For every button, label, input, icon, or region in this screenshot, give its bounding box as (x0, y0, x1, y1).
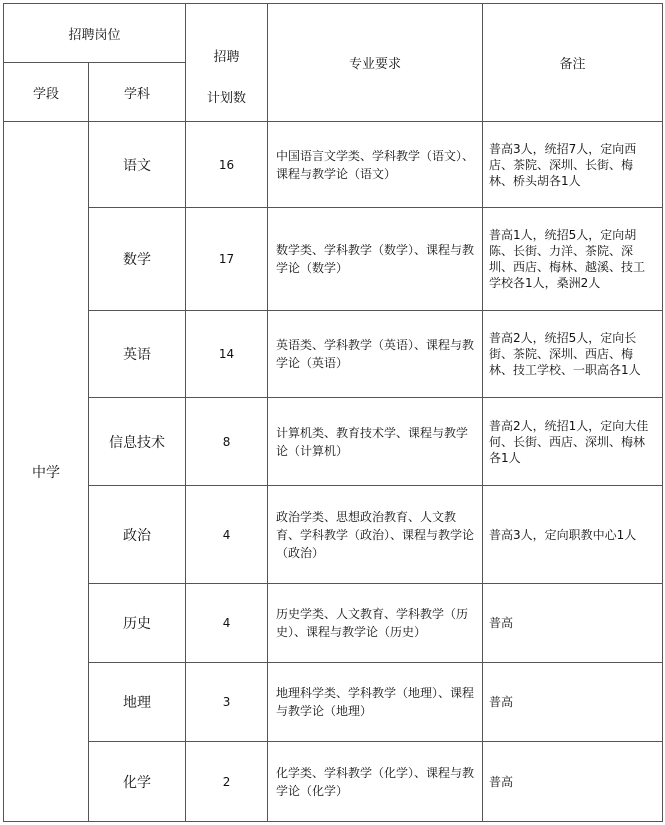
note-cell: 普高 (483, 663, 663, 742)
table-row (4, 208, 663, 311)
position-header: 招聘岗位 (4, 4, 186, 63)
table-row (4, 486, 663, 584)
note-cell: 普高3人，定向职教中心1人 (483, 486, 663, 584)
table-row (4, 742, 663, 822)
count-header (186, 4, 268, 122)
count-cell: 8 (186, 398, 268, 486)
note-cell: 普高1人，统招5人，定向胡陈、长街、力洋、茶院、深圳、西店、梅林、越溪、技工学校各1人，桑洲2人 (483, 208, 663, 311)
stage-cell: 中学 (4, 122, 89, 822)
major-cell: 英语类、学科教学（英语）、课程与教学论（英语） (268, 311, 483, 398)
major-cell: 数学类、学科教学（数学）、课程与教学论（数学） (268, 208, 483, 311)
note-cell: 普高3人，统招7人，定向西店、茶院、深圳、长街、梅林、桥头胡各1人 (483, 122, 663, 208)
note-cell: 普高 (483, 584, 663, 663)
major-cell: 化学类、学科教学（化学）、课程与教学论（化学） (268, 742, 483, 822)
count-cell: 3 (186, 663, 268, 742)
subject-cell: 地理 (89, 663, 186, 742)
note-header: 备注 (483, 4, 663, 122)
table-row (4, 122, 663, 208)
note-cell: 普高 (483, 742, 663, 822)
subject-header: 学科 (89, 63, 186, 122)
subject-cell: 语文 (89, 122, 186, 208)
subject-cell: 数学 (89, 208, 186, 311)
subject-cell: 历史 (89, 584, 186, 663)
count-cell: 14 (186, 311, 268, 398)
table-row (4, 584, 663, 663)
note-cell: 普高2人，统招1人，定向大佳何、长街、西店、深圳、梅林各1人 (483, 398, 663, 486)
count-header-line1: 招聘 (213, 50, 240, 65)
count-cell: 4 (186, 584, 268, 663)
count-cell: 2 (186, 742, 268, 822)
count-cell: 4 (186, 486, 268, 584)
count-header-line2: 计划数 (207, 91, 247, 106)
table-row (4, 663, 663, 742)
stage-header: 学段 (4, 63, 89, 122)
major-cell: 地理科学类、学科教学（地理）、课程与教学论（地理） (268, 663, 483, 742)
note-cell: 普高2人，统招5人，定向长街、茶院、深圳、西店、梅林、技工学校、一职高各1人 (483, 311, 663, 398)
count-cell: 17 (186, 208, 268, 311)
major-cell: 政治学类、思想政治教育、人文教育、学科教学（政治）、课程与教学论（政治） (268, 486, 483, 584)
subject-cell: 英语 (89, 311, 186, 398)
table-row (4, 311, 663, 398)
major-cell: 中国语言文学类、学科教学（语文）、课程与教学论（语文） (268, 122, 483, 208)
subject-cell: 政治 (89, 486, 186, 584)
major-cell: 计算机类、教育技术学、课程与教学论（计算机） (268, 398, 483, 486)
table-row (4, 398, 663, 486)
major-header: 专业要求 (268, 4, 483, 122)
subject-cell: 化学 (89, 742, 186, 822)
subject-cell: 信息技术 (89, 398, 186, 486)
major-cell: 历史学类、人文教育、学科教学（历史）、课程与教学论（历史） (268, 584, 483, 663)
count-cell: 16 (186, 122, 268, 208)
recruitment-table (3, 3, 663, 822)
